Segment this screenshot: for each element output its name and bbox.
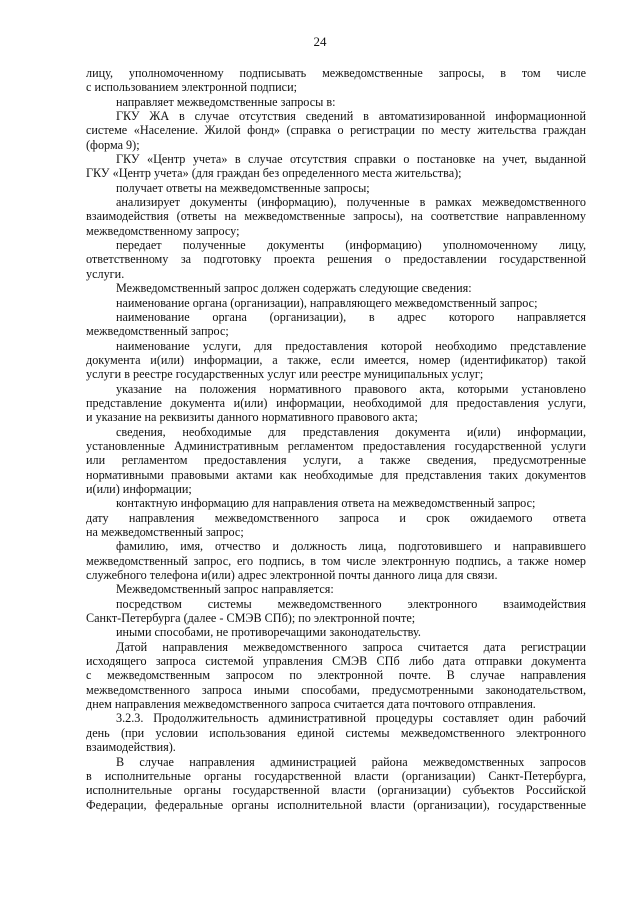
text-line: дату направления межведомственного запроса и срок ожидаемого ответа	[86, 510, 586, 525]
text-line: с использованием электронной подписи;	[86, 80, 297, 95]
text-line: анализирует документы (информацию), полученные в рамках межведомственного	[116, 195, 586, 210]
text-line: ГКУ «Центр учета» в случае отсутствия справки о постановке на учет, выданной	[116, 152, 586, 167]
text-line: контактную информацию для направления ответа на межведомственный запрос;	[116, 496, 536, 511]
text-line: межведомственного запроса иными способами, предусмотренными законодательством,	[86, 682, 586, 697]
text-line: межведомственный запрос, его подпись, в том числе электронную подпись, а также номер	[86, 553, 586, 568]
text-line: фамилию, имя, отчество и должность лица, подготовившего и направившего	[116, 539, 586, 554]
text-line: исходящего запроса системой управления СМЭВ СПб либо дата отправки документа	[86, 654, 586, 669]
text-line: и(или) информации;	[86, 481, 192, 496]
text-line: получает ответы на межведомственные запросы;	[116, 180, 370, 195]
text-line: служебного телефона и(или) адрес электронной почты данного лица для связи.	[86, 568, 498, 583]
text-line: Федерации, федеральные органы исполнительной власти (организации), государственные	[86, 797, 586, 812]
text-line: день (при условии использования единой системы межведомственного электронного	[86, 725, 586, 740]
text-line: лицу, уполномоченному подписывать межведомственные запросы, в том числе	[86, 66, 586, 80]
text-line: или регламентом предоставления услуги, а также сведения, предусмотренные	[86, 453, 586, 468]
text-line: услуги в реестре государственных услуг или реестре муниципальных услуг;	[86, 367, 484, 382]
text-line: Межведомственный запрос должен содержать следующие сведения:	[116, 281, 472, 296]
text-line: взаимодействия (ответы на межведомственные запросы), на соответствие направленному	[86, 209, 586, 224]
text-line: в исполнительные органы государственной власти (организации) Санкт-Петербурга,	[86, 768, 586, 783]
text-line: наименование услуги, для предоставления которой необходимо представление	[116, 338, 586, 353]
text-line: ГКУ «Центр учета» (для граждан без определенного места жительства);	[86, 166, 462, 181]
text-line: с межведомственным запросом по электронной почте. В случае направления	[86, 668, 586, 683]
text-line: исполнительные органы государственной власти (организации) субъектов Российской	[86, 783, 586, 798]
text-line: на межведомственный запрос;	[86, 525, 244, 539]
text-line: иными способами, не противоречащими законодательству.	[116, 625, 421, 640]
text-line: нормативными правовыми актами как необходимые для представления таких документов	[86, 467, 586, 482]
text-line: межведомственному запросу;	[86, 223, 240, 238]
text-line: посредством системы межведомственного электронного взаимодействия	[116, 596, 586, 611]
text-line: указание на положения нормативного правового акта, которыми установлено	[116, 381, 586, 396]
text-line: услуги.	[86, 266, 125, 281]
text-line: В случае направления администрацией района межведомственных запросов	[116, 754, 586, 769]
document-body	[86, 66, 586, 812]
text-line: взаимодействия).	[86, 740, 176, 755]
page-number: 24	[313, 34, 327, 49]
text-line: системе «Население. Жилой фонд» (справка о регистрации по месту жительства граждан	[86, 123, 586, 138]
text-line: передает полученные документы (информацию) уполномоченному лицу,	[116, 238, 586, 253]
text-line: установленные Административным регламентом предоставления государственной услуги	[86, 438, 586, 453]
text-line: Межведомственный запрос направляется:	[116, 582, 334, 597]
text-line: 3.2.3. Продолжительность административной процедуры составляет один рабочий	[116, 711, 586, 726]
text-line: (форма 9);	[86, 137, 140, 152]
text-line: и указание на реквизиты данного нормативного правового акта;	[86, 410, 418, 425]
text-line: наименование органа (организации), направляющего межведомственный запрос;	[116, 295, 538, 310]
text-line: документа и(или) информации, а также, если имеется, номер (идентификатор) такой	[86, 352, 586, 367]
text-line: сведения, необходимые для представления документа и(или) информации,	[116, 424, 586, 439]
text-line: межведомственный запрос;	[86, 324, 229, 339]
text-line: представление документа и(или) информации, необходимой для предоставления услуги,	[86, 395, 586, 410]
text-line: направляет межведомственные запросы в:	[116, 94, 336, 109]
text-line: Датой направления межведомственного запроса считается дата регистрации	[116, 639, 586, 654]
text-line: Санкт-Петербурга (далее - СМЭВ СПб); по электронной почте;	[86, 611, 416, 626]
text-line: наименование органа (организации), в адрес которого направляется	[116, 309, 586, 324]
text-line: ответственному за подготовку проекта решения о предоставлении государственной	[86, 252, 586, 267]
text-line: ГКУ ЖА в случае отсутствия сведений в автоматизированной информационной	[116, 109, 586, 124]
text-line: днем направления межведомственного запроса считается дата почтового отправления.	[86, 697, 536, 712]
